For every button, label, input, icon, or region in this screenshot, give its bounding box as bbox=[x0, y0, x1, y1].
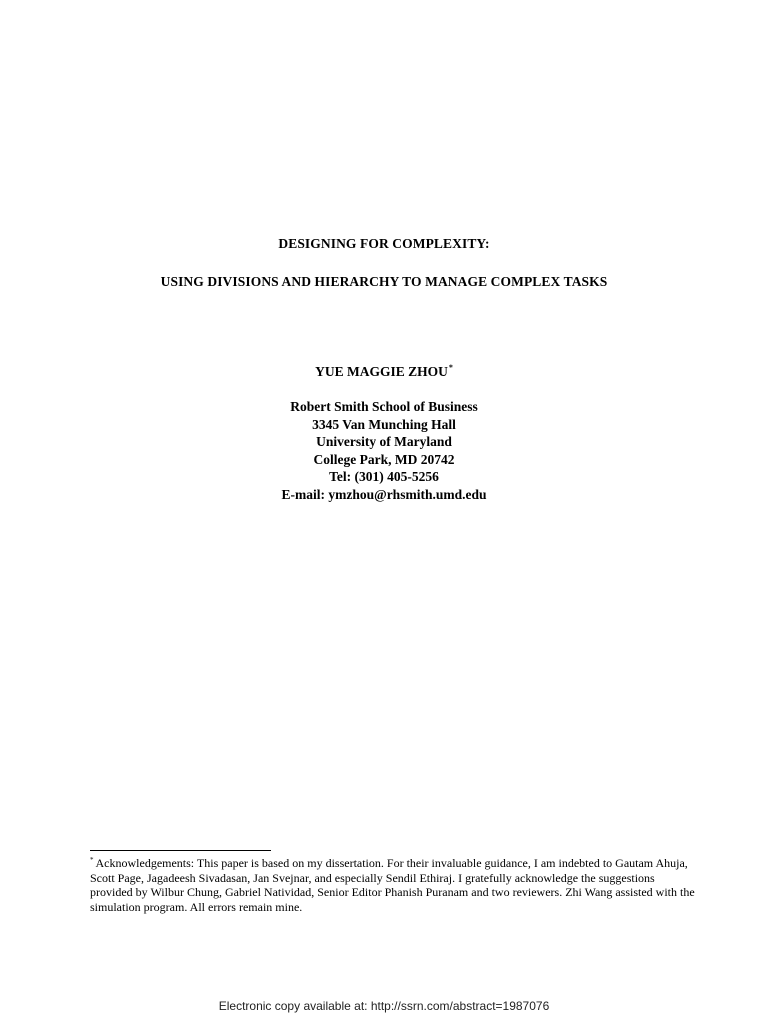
ssrn-footer: Electronic copy available at: http://ssrn.com/abstract=1987076 bbox=[218, 999, 550, 1013]
author-name-text: YUE MAGGIE ZHOU bbox=[315, 364, 448, 379]
footnote-marker: * bbox=[90, 856, 94, 864]
acknowledgements-footnote bbox=[90, 853, 700, 914]
paper-title-line-1: DESIGNING FOR COMPLEXITY: bbox=[278, 236, 490, 251]
affiliation-email: E-mail: ymzhou@rhsmith.umd.edu bbox=[281, 486, 487, 502]
paper-title-line-2: USING DIVISIONS AND HIERARCHY TO MANAGE COMPLEX TASKS bbox=[160, 274, 608, 289]
affiliation-university: University of Maryland bbox=[316, 434, 452, 449]
affiliation-school: Robert Smith School of Business bbox=[290, 399, 478, 414]
affiliation-city: College Park, MD 20742 bbox=[313, 451, 455, 467]
affiliation-building: 3345 Van Munching Hall bbox=[312, 416, 456, 432]
footnote-text: Acknowledgements: This paper is based on my dissertation. For their invaluable guidance, I am indebted to Gautam Ahuja, Scott Page, Jagadeesh Sivadasan, Jan Svejnar, and especially Sendil Ethiraj. I gratefully acknowledge the suggestions provided by Wilbur Chung, Gabriel Natividad, Senior Editor Phanish Puranam and two reviewers. Zhi Wang assisted with the simulation program. All errors remain mine. bbox=[90, 856, 695, 914]
author-name bbox=[0, 363, 768, 380]
footnote-divider bbox=[90, 850, 271, 851]
author-affiliation bbox=[0, 398, 768, 503]
author-footnote-marker: * bbox=[448, 363, 453, 372]
affiliation-phone: Tel: (301) 405-5256 bbox=[329, 469, 439, 484]
